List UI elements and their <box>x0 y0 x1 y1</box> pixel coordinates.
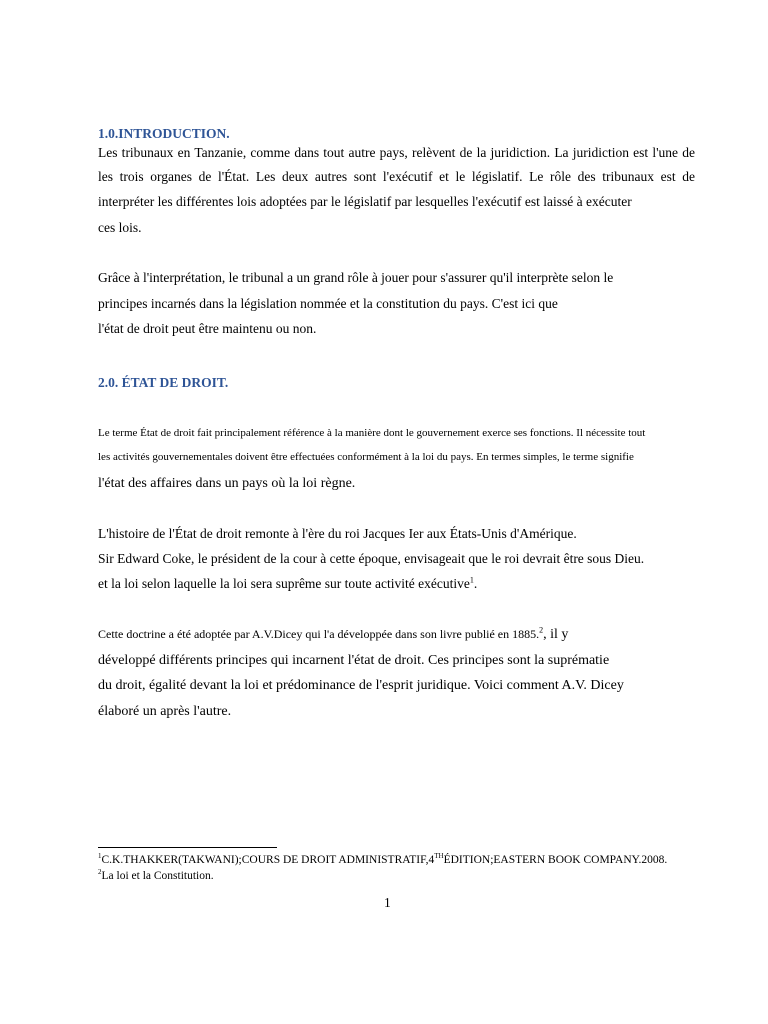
footnote-ref-1: 1 <box>469 575 474 585</box>
intro-p2-line-2: principes incarnés dans la législation nommée et la constitution du pays. C'est ici que <box>98 296 558 311</box>
heading-introduction: 1.0.INTRODUCTION. <box>98 126 230 141</box>
intro-line-3: interpréter les différentes lois adoptées par le législatif par lesquelles l'exécutif est laissé à exécuter <box>98 194 632 209</box>
rol-p3-line-4: élaboré un après l'autre. <box>98 704 232 719</box>
intro-line-1: Les tribunaux en Tanzanie, comme dans tout autre pays, relèvent de la juridiction. La juridiction est l'une de <box>98 145 695 160</box>
rol-p3-line-1-end: , il y <box>543 627 569 642</box>
footnote-2-text: La loi et la Constitution. <box>101 870 214 882</box>
rol-p1-line-3: l'état des affaires dans un pays où la loi règne. <box>98 476 356 491</box>
footnote-1-text-b: ÉDITION;EASTERN BOOK COMPANY.2008. <box>443 854 668 866</box>
footnote-1 <box>98 853 667 867</box>
intro-p2-line-1: Grâce à l'interprétation, le tribunal a un grand rôle à jouer pour s'assurer qu'il interprète selon le <box>98 270 614 285</box>
intro-p2-line-3: l'état de droit peut être maintenu ou non. <box>98 321 317 336</box>
rol-p2-line-2: Sir Edward Coke, le président de la cour à cette époque, envisageait que le roi devrait être sous Dieu. <box>98 551 645 566</box>
footnote-separator <box>98 847 277 848</box>
rol-p3-line-1-text: Cette doctrine a été adoptée par A.V.Dicey qui l'a développée dans son livre publié en 1885. <box>98 627 540 641</box>
rol-p1-line-2: les activités gouvernementales doivent être effectuées conformément à la loi du pays. En termes simples, le terme signifie <box>98 451 634 463</box>
rol-p2-line-1: L'histoire de l'État de droit remonte à l'ère du roi Jacques Ier aux États-Unis d'Amérique. <box>98 526 577 541</box>
rol-p2-line-3-end: . <box>473 576 478 591</box>
footnote-1-sup: TH <box>434 852 444 861</box>
footnote-2 <box>98 869 214 883</box>
rol-p1-line-1: Le terme État de droit fait principalement référence à la manière dont le gouvernement exerce ses fonctions. Il nécessite tout <box>98 427 646 439</box>
intro-line-4: ces lois. <box>98 220 142 235</box>
page-number: 1 <box>384 895 391 910</box>
footnote-ref-2: 2 <box>539 625 544 635</box>
heading-rule-of-law: 2.0. ÉTAT DE DROIT. <box>98 375 229 390</box>
footnote-2-mark: 2 <box>98 868 102 877</box>
footnote-1-mark: 1 <box>98 852 102 861</box>
rol-p2-line-3 <box>98 576 477 592</box>
intro-line-2: les trois organes de l'État. Les deux autres sont l'exécutif et le législatif. Le rôle des tribunaux est de <box>98 169 695 184</box>
footnote-1-text-a: C.K.THAKKER(TAKWANI);COURS DE DROIT ADMINISTRATIF,4 <box>101 854 435 866</box>
rol-p3-line-1 <box>98 626 568 643</box>
rol-p3-line-3: du droit, égalité devant la loi et prédominance de l'esprit juridique. Voici comment A.V. Dicey <box>98 678 624 693</box>
rol-p2-line-3-text: et la loi selon laquelle la loi sera suprême sur toute activité exécutive <box>98 576 470 591</box>
rol-p3-line-2: développé différents principes qui incarnent l'état de droit. Ces principes sont la suprématie <box>98 653 610 668</box>
